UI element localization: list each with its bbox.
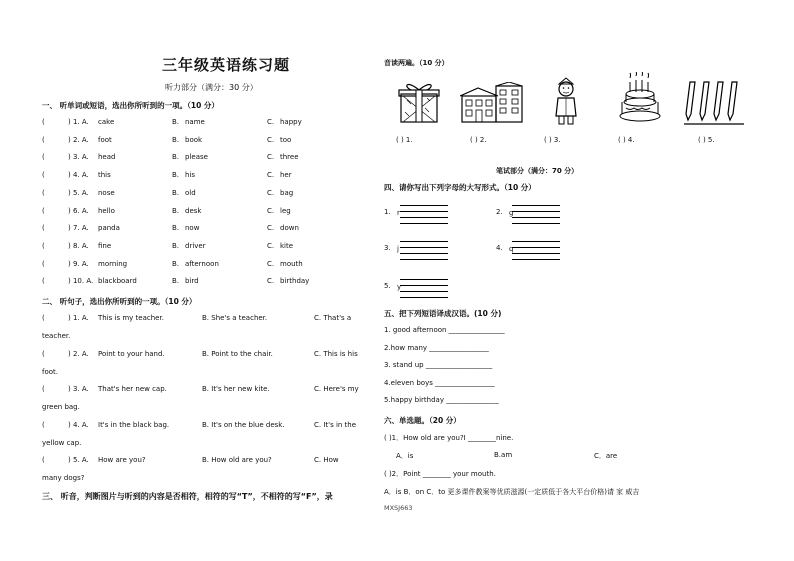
option-a: It's in the black bag. bbox=[98, 420, 170, 429]
writing-line bbox=[400, 205, 448, 206]
writing-line bbox=[400, 297, 448, 298]
school-building-icon bbox=[460, 82, 524, 124]
option-a: morning bbox=[98, 259, 128, 268]
option-c-marker: C. bbox=[267, 118, 275, 126]
letter-number: 2. bbox=[496, 208, 503, 216]
option-a: head bbox=[98, 153, 116, 162]
letter-number: 1. bbox=[384, 208, 391, 216]
open-paren: ( bbox=[42, 349, 45, 358]
question-number: ) 4. A. bbox=[68, 171, 89, 180]
section-1-question bbox=[42, 171, 362, 181]
option-a: That's her new cap. bbox=[98, 385, 167, 393]
option-c: too bbox=[280, 135, 292, 144]
question-number: ) 9. A. bbox=[68, 259, 89, 268]
section-1-question bbox=[42, 277, 362, 287]
question-number: ) 2. A. bbox=[68, 135, 89, 144]
open-paren: ( bbox=[42, 385, 45, 393]
lowercase-letter: q bbox=[509, 245, 514, 253]
option-a: this bbox=[98, 171, 111, 180]
phrase-item: 4.eleven boys _________________ bbox=[384, 378, 495, 387]
writing-line bbox=[512, 247, 560, 248]
option-c-marker: C. bbox=[267, 171, 275, 180]
option-a: This is my teacher. bbox=[98, 314, 164, 322]
option-b-marker: B. bbox=[172, 188, 180, 197]
writing-line bbox=[400, 217, 448, 218]
option-a: cake bbox=[98, 118, 115, 126]
section-1-question bbox=[42, 224, 362, 234]
phrase-item: 5.happy birthday _______________ bbox=[384, 396, 499, 404]
writing-line bbox=[512, 241, 560, 242]
open-paren: ( bbox=[42, 118, 45, 126]
open-paren: ( bbox=[42, 420, 45, 429]
option-b: driver bbox=[185, 241, 206, 250]
option-a: panda bbox=[98, 224, 120, 233]
section-1-question bbox=[42, 260, 362, 270]
question-number: ) 3. A. bbox=[68, 153, 89, 162]
question-number: ) 3. A. bbox=[68, 385, 89, 393]
section-6-heading: 六、单选题。（20 分） bbox=[384, 416, 461, 425]
phrase-item: 2.how many _________________ bbox=[384, 343, 489, 352]
section-2-question bbox=[42, 420, 362, 447]
question-number: ) 10. A. bbox=[68, 277, 94, 286]
writing-line bbox=[400, 241, 448, 242]
picture-answer-label: ( ) 1. bbox=[396, 136, 413, 144]
picture-answer-label: ( ) 2. bbox=[470, 136, 487, 144]
option-c: C. Here's my bbox=[314, 385, 359, 393]
option-a: Point to your hand. bbox=[98, 349, 165, 358]
mc-question-2: ( )2．Point ________ your mouth. bbox=[384, 470, 496, 478]
question-number: ) 2. A. bbox=[68, 349, 89, 358]
option-c: C. How bbox=[314, 456, 339, 464]
writing-line bbox=[400, 247, 448, 248]
option-b: name bbox=[185, 118, 205, 126]
option-b-marker: B. bbox=[172, 259, 180, 268]
question-number: ) 5. A. bbox=[68, 456, 89, 464]
phrase-item: 1. good afternoon ________________ bbox=[384, 326, 505, 334]
open-paren: ( bbox=[42, 171, 45, 180]
option-a: nose bbox=[98, 188, 115, 197]
question-number: ) 5. A. bbox=[68, 188, 89, 197]
option-b: afternoon bbox=[185, 259, 219, 268]
question-number: ) 4. A. bbox=[68, 420, 89, 429]
picture-answer-label: ( ) 5. bbox=[698, 136, 715, 144]
writing-line bbox=[400, 253, 448, 254]
option-b-marker: B. bbox=[172, 118, 180, 126]
option-a: foot bbox=[98, 135, 112, 144]
section-4-heading: 四、请你写出下列字母的大写形式。（10 分） bbox=[384, 183, 536, 192]
writing-line bbox=[512, 253, 560, 254]
option-b-marker: B. bbox=[172, 171, 180, 180]
option-c: C. It's in the bbox=[314, 420, 357, 429]
option-c-wrap: teacher. bbox=[42, 332, 71, 340]
option-c: C. This is his bbox=[314, 349, 358, 358]
phrase-item: 3. stand up ___________________ bbox=[384, 361, 493, 369]
option-c: leg bbox=[280, 206, 291, 215]
option-b: desk bbox=[185, 206, 202, 215]
option-b-marker: B. bbox=[172, 277, 180, 286]
open-paren: ( bbox=[42, 277, 45, 286]
question-number: ) 6. A. bbox=[68, 206, 89, 215]
mc-option-1c: C．are bbox=[594, 452, 618, 460]
option-c-marker: C. bbox=[267, 277, 275, 286]
open-paren: ( bbox=[42, 456, 45, 464]
option-c-marker: C. bbox=[267, 206, 275, 215]
footer-code: MXSJ663 bbox=[384, 504, 413, 512]
option-c-marker: C. bbox=[267, 259, 275, 268]
option-b: book bbox=[185, 135, 203, 144]
option-c: bag bbox=[280, 188, 294, 197]
mc-question-1: ( )1．How old are you?I ________nine. bbox=[384, 434, 514, 442]
open-paren: ( bbox=[42, 241, 45, 250]
writing-line bbox=[400, 291, 448, 292]
option-b-marker: B. bbox=[172, 241, 180, 250]
option-c: happy bbox=[280, 118, 302, 126]
option-a: hello bbox=[98, 206, 115, 215]
option-b: now bbox=[185, 224, 200, 233]
option-b: please bbox=[185, 153, 208, 162]
option-c-marker: C. bbox=[267, 241, 275, 250]
open-paren: ( bbox=[42, 188, 45, 197]
option-a: blackboard bbox=[98, 277, 137, 286]
section-2-question bbox=[42, 385, 362, 411]
writing-line bbox=[512, 211, 560, 212]
letter-number: 3. bbox=[384, 244, 391, 252]
section-1-question bbox=[42, 242, 362, 252]
section-1-question bbox=[42, 153, 362, 163]
gift-box-icon bbox=[397, 78, 441, 124]
writing-line bbox=[512, 205, 560, 206]
option-c: down bbox=[280, 224, 299, 233]
open-paren: ( bbox=[42, 206, 45, 215]
section-2-question bbox=[42, 456, 362, 482]
nurse-icon bbox=[551, 76, 581, 126]
option-c: C. That's a bbox=[314, 314, 352, 322]
writing-line bbox=[512, 259, 560, 260]
option-c-wrap: many dogs? bbox=[42, 474, 85, 482]
section-2-question bbox=[42, 314, 362, 340]
picture-answer-label: ( ) 3. bbox=[544, 136, 561, 144]
option-b-marker: B. bbox=[172, 135, 180, 144]
section-3-continued: 音读两遍。（10 分） bbox=[384, 59, 449, 67]
section-1-question bbox=[42, 136, 362, 146]
question-number: ) 1. A. bbox=[68, 314, 89, 322]
page-title: 三年级英语练习题 bbox=[162, 56, 291, 74]
option-b: B. It's on the blue desk. bbox=[202, 420, 285, 429]
section-1-question bbox=[42, 118, 362, 128]
option-b: B. How old are you? bbox=[202, 456, 272, 464]
option-b: B. It's her new kite. bbox=[202, 385, 270, 393]
mc-option-1a: A．is bbox=[396, 452, 414, 460]
option-c-marker: C. bbox=[267, 135, 275, 144]
pens-icon bbox=[682, 80, 746, 126]
section-5-heading: 五、把下列短语译成汉语。(10 分) bbox=[384, 309, 502, 318]
option-b: B. Point to the chair. bbox=[202, 349, 273, 358]
lowercase-letter: j bbox=[397, 245, 399, 253]
letter-number: 5. bbox=[384, 282, 391, 290]
option-c-wrap: green bag. bbox=[42, 403, 80, 411]
question-number: ) 7. A. bbox=[68, 224, 89, 233]
open-paren: ( bbox=[42, 135, 45, 144]
section-2-question bbox=[42, 349, 362, 376]
mc-option-1b: B.am bbox=[494, 451, 513, 459]
question-number: ) 8. A. bbox=[68, 241, 89, 250]
option-c: three bbox=[280, 153, 299, 162]
open-paren: ( bbox=[42, 153, 45, 162]
option-c: her bbox=[280, 171, 292, 180]
letter-number: 4. bbox=[496, 244, 503, 252]
option-c: birthday bbox=[280, 277, 310, 286]
option-c-marker: C. bbox=[267, 153, 275, 162]
writing-line bbox=[512, 217, 560, 218]
writing-line bbox=[400, 259, 448, 260]
mc-options-2: A．is B．on C．to 更多课件教案等优质滋源(一定质低于各大平台价格)请 家 威吉 bbox=[384, 488, 640, 496]
option-b: old bbox=[185, 188, 196, 197]
option-a: How are you? bbox=[98, 456, 146, 464]
option-c-wrap: yellow cap. bbox=[42, 438, 82, 447]
section-1-heading: 一、 听单词或短语，选出你所听到的一项。（10 分） bbox=[42, 101, 219, 110]
option-a: fine bbox=[98, 241, 112, 250]
open-paren: ( bbox=[42, 259, 45, 268]
writing-line bbox=[512, 223, 560, 224]
written-header: 笔试部分（满分：70 分） bbox=[496, 167, 579, 175]
option-b-marker: B. bbox=[172, 206, 180, 215]
section-2-heading: 二、 听句子，选出你所听到的一项。（10 分） bbox=[42, 297, 197, 306]
option-c: kite bbox=[280, 241, 294, 250]
option-b: his bbox=[185, 171, 196, 180]
option-b-marker: B. bbox=[172, 153, 180, 162]
section-3-heading: 三、 听音，判断图片与听到的内容是否相符，相符的写“T”，不相符的写“F”，录 bbox=[42, 492, 333, 501]
writing-line bbox=[400, 279, 448, 280]
option-c: mouth bbox=[280, 259, 303, 268]
option-b-marker: B. bbox=[172, 224, 180, 233]
lowercase-letter: y bbox=[397, 283, 402, 291]
listening-header: 听力部分（满分：30 分） bbox=[165, 83, 258, 92]
picture-answer-label: ( ) 4. bbox=[618, 136, 635, 144]
option-b: B. She's a teacher. bbox=[202, 314, 268, 322]
option-c-wrap: foot. bbox=[42, 367, 58, 376]
option-c-marker: C. bbox=[267, 224, 275, 233]
section-1-question bbox=[42, 189, 362, 199]
lowercase-letter: g bbox=[509, 209, 514, 217]
lowercase-letter: r bbox=[397, 209, 400, 217]
section-1-question bbox=[42, 207, 362, 217]
question-number: ) 1. A. bbox=[68, 118, 89, 126]
option-c-marker: C. bbox=[267, 188, 275, 197]
writing-line bbox=[400, 211, 448, 212]
open-paren: ( bbox=[42, 224, 45, 233]
birthday-cake-icon bbox=[618, 72, 662, 124]
option-b: bird bbox=[185, 277, 199, 286]
writing-line bbox=[400, 285, 448, 286]
writing-line bbox=[400, 223, 448, 224]
open-paren: ( bbox=[42, 314, 45, 322]
